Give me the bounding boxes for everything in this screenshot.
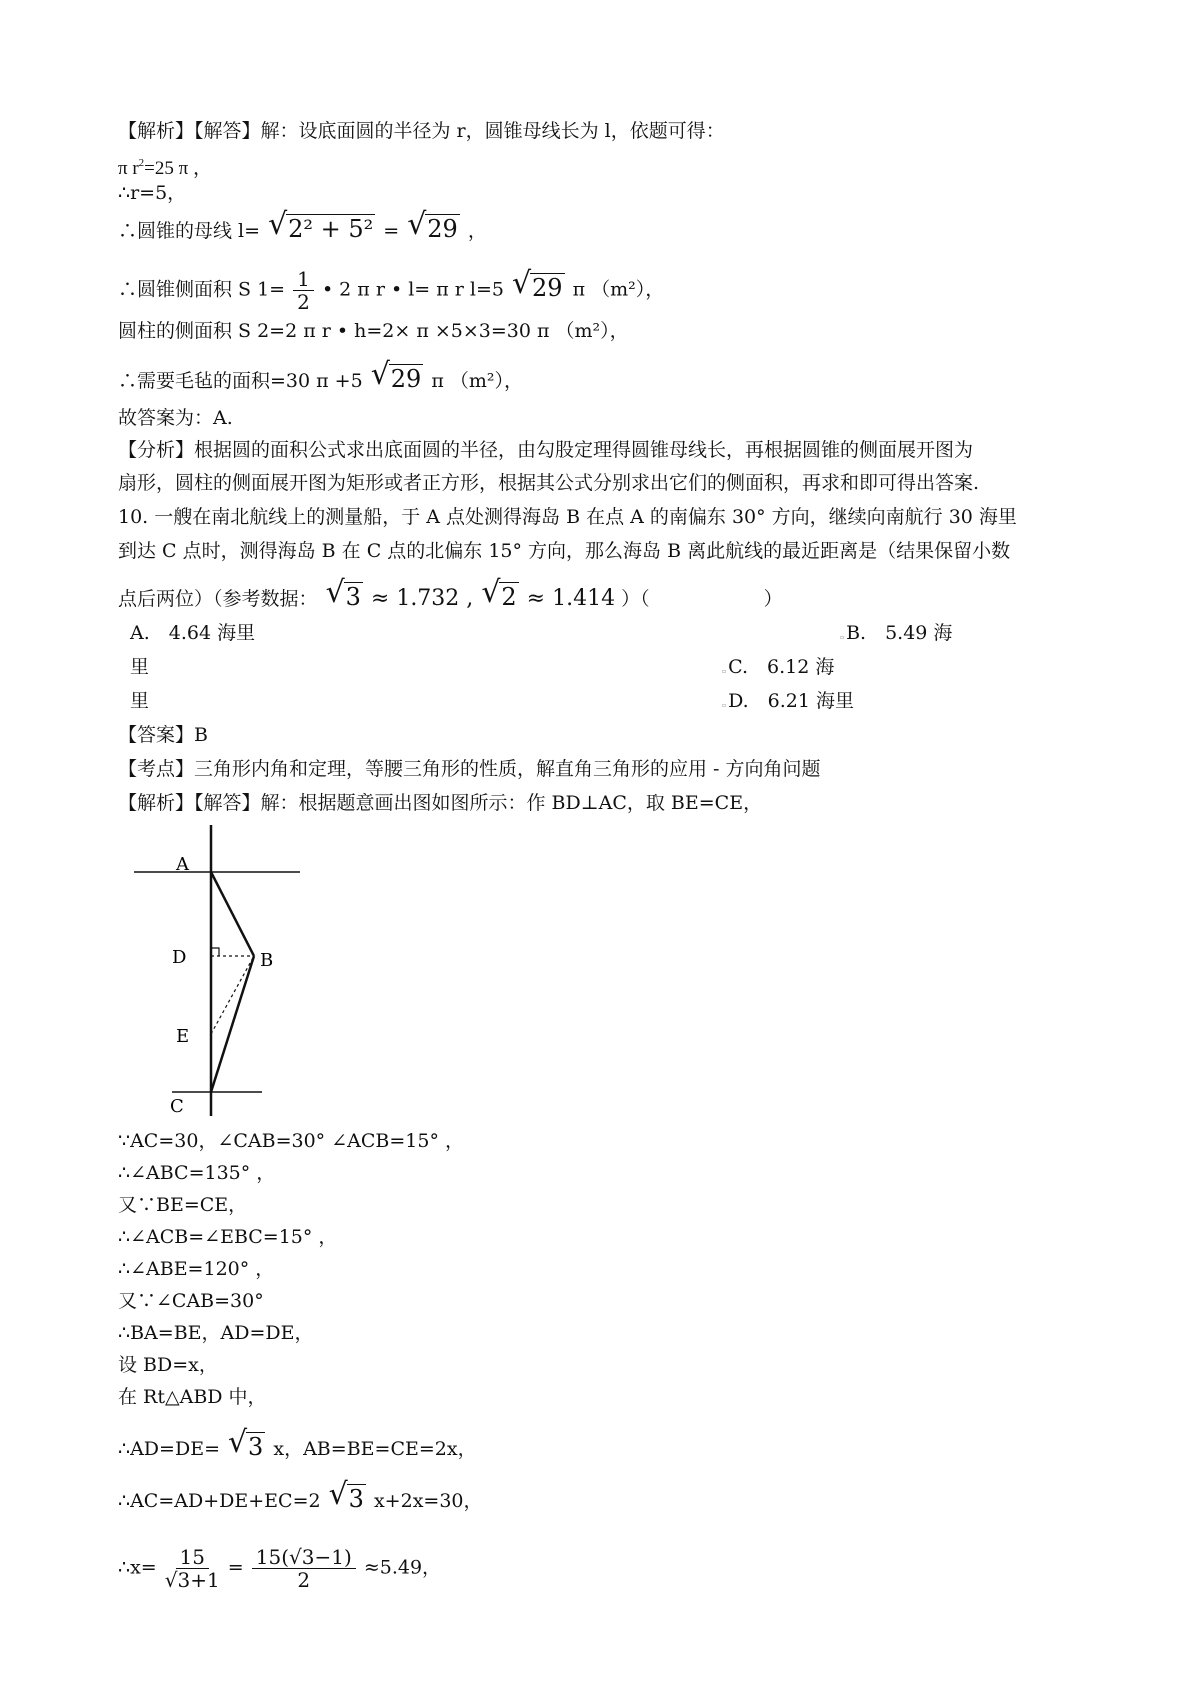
cylinder-lateral-area-line: 圆柱的侧面积 S 2=2 π r • h=2× π ×5×3=30 π （m²）， [118, 320, 629, 342]
cone-lateral-area-line [118, 265, 665, 314]
sqrt-3: √ 3 [228, 1425, 264, 1461]
option-d-text: D. 6.21 海里 [728, 690, 855, 712]
option-b [840, 620, 952, 651]
step-4: ∴∠ACB=∠EBC=15° ， [118, 1226, 338, 1248]
option-marker: ▫ [840, 634, 845, 641]
step-2: ∴∠ABC=135° ， [118, 1162, 276, 1184]
fraction-15-over-sqrt3-plus-1 [165, 1546, 220, 1591]
sqrt-2-approx: ≈ 1.414 [526, 586, 616, 611]
segment-ab [211, 872, 254, 956]
sqrt-3-approx: ≈ 1.732 , [370, 586, 474, 611]
analysis-line-1: 【分析】根据圆的面积公式求出底面圆的半径，由勾股定理得圆锥母线长，再根据圆锥的侧面展开图为 [118, 439, 974, 461]
segment-bc [211, 956, 254, 1092]
felt-area-unit: π （m²）， [431, 370, 523, 392]
step-1: ∵AC=30，∠CAB=30° ∠ACB=15° ， [118, 1130, 464, 1152]
cone-lateral-formula: • 2 π r • l= π r l=5 [321, 278, 504, 301]
sqrt-29: √ 29 [407, 207, 458, 243]
label-c: C [170, 1096, 184, 1117]
punctuation: ， [467, 220, 487, 242]
sqrt-expression: √ 2² + 5² [268, 207, 374, 243]
radicand: 2 [501, 583, 517, 611]
exponent: 2 [138, 157, 145, 169]
denominator: √3+1 [164, 1568, 220, 1592]
sqrt-2-ref: √ 2 [481, 575, 517, 611]
step-10 [118, 1425, 477, 1462]
step-3: 又∵BE=CE， [118, 1194, 248, 1216]
equals-sign: = [383, 220, 400, 242]
label-d: D [172, 947, 187, 968]
slant-height-label: ∴圆锥的母线 l= [118, 220, 261, 242]
equation-area-right: =25 π ， [144, 158, 212, 179]
radicand: 29 [427, 215, 458, 243]
radicand: 3 [345, 583, 361, 611]
felt-area-line [118, 357, 523, 394]
question-10-line-2: 到达 C 点时，测得海岛 B 在 C 点的北偏东 15° 方向，那么海岛 B 离此航线的最近距离是（结果保留小数 [118, 540, 1011, 562]
equation-area-left: π r [118, 158, 139, 179]
sqrt-3-ref: √ 3 [325, 575, 361, 611]
numerator: 15 [176, 1546, 209, 1569]
cone-lateral-unit: π （m²）， [572, 278, 665, 301]
geometry-figure [120, 820, 320, 1120]
answer-line: 故答案为：A. [118, 407, 233, 429]
radicand: 3 [348, 1485, 364, 1513]
analysis-line-2: 扇形，圆柱的侧面展开图为矩形或者正方形，根据其公式分别求出它们的侧面积，再求和即可得出答案. [118, 472, 980, 494]
step-8: 设 BD=x， [118, 1354, 218, 1376]
label-a: A [176, 854, 189, 875]
step-5: ∴∠ABE=120° ， [118, 1258, 275, 1280]
option-a: A. 4.64 海里 [130, 622, 256, 644]
cone-lateral-label: ∴圆锥侧面积 S 1= [118, 278, 286, 301]
fraction-half [293, 268, 314, 313]
answer-label: 【答案】B [118, 724, 208, 746]
solution-intro: 【解析】【解答】解：根据题意画出图如图所示：作 BD⊥AC，取 BE=CE， [118, 792, 763, 814]
step-11-left: ∴AC=AD+DE+EC=2 [118, 1490, 321, 1512]
sqrt-29: √ 29 [370, 357, 422, 393]
felt-area-label: ∴需要毛毡的面积=30 π +5 [118, 370, 363, 392]
sqrt-29: √ 29 [512, 265, 563, 302]
option-marker: ▫ [722, 702, 727, 709]
equation-area [118, 150, 212, 182]
numerator: 15(√3−1) [252, 1546, 356, 1569]
label-b: B [260, 950, 274, 971]
step-9: 在 Rt△ABD 中， [118, 1386, 267, 1408]
sqrt-3: √ 3 [328, 1477, 364, 1513]
step-12-left: ∴x= [118, 1556, 157, 1579]
question-10-line-3 [118, 575, 783, 612]
step-6: 又∵∠CAB=30° [118, 1290, 264, 1312]
step-10-right: x，AB=BE=CE=2x， [273, 1438, 477, 1460]
label-e: E [176, 1026, 190, 1047]
step-10-left: ∴AD=DE= [118, 1438, 220, 1460]
option-b-text: B. 5.49 海 [846, 622, 953, 644]
reference-data-label: 点后两位）（参考数据： [118, 588, 318, 610]
step-12-result: ≈5.49， [363, 1556, 442, 1579]
step-11 [118, 1477, 483, 1514]
fraction-rationalized [252, 1546, 356, 1591]
denominator: 2 [297, 290, 310, 314]
option-c [722, 654, 834, 685]
slant-height-line [118, 207, 487, 244]
option-marker: ▫ [722, 668, 727, 675]
denominator: 2 [297, 1568, 311, 1592]
step-11-right: x+2x=30， [373, 1490, 483, 1512]
solution-text-line-3: ∴r=5， [118, 182, 187, 204]
equals-sign: = [227, 1556, 244, 1579]
step-7: ∴BA=BE，AD=DE， [118, 1322, 314, 1344]
radicand: 29 [532, 273, 563, 302]
option-b-continued: 里 [130, 656, 150, 678]
knowledge-points: 【考点】三角形内角和定理，等腰三角形的性质，解直角三角形的应用 - 方向角问题 [118, 758, 821, 780]
solution-text-line-1: 【解析】【解答】解：设底面圆的半径为 r，圆锥母线长为 l，依题可得： [118, 120, 725, 142]
radicand: 3 [248, 1433, 264, 1461]
answer-blank: ）（ ） [621, 588, 783, 610]
option-d [722, 688, 854, 719]
step-12 [118, 1546, 441, 1591]
radicand: 2² + 5² [288, 215, 374, 243]
option-c-text: C. 6.12 海 [728, 656, 835, 678]
option-c-continued: 里 [130, 690, 150, 712]
question-10-line-1: 10. 一艘在南北航线上的测量船，于 A 点处测得海岛 B 在点 A 的南偏东 30° 方向，继续向南航行 30 海里 [118, 506, 1017, 528]
numerator: 1 [293, 268, 314, 291]
radicand: 29 [390, 365, 422, 393]
